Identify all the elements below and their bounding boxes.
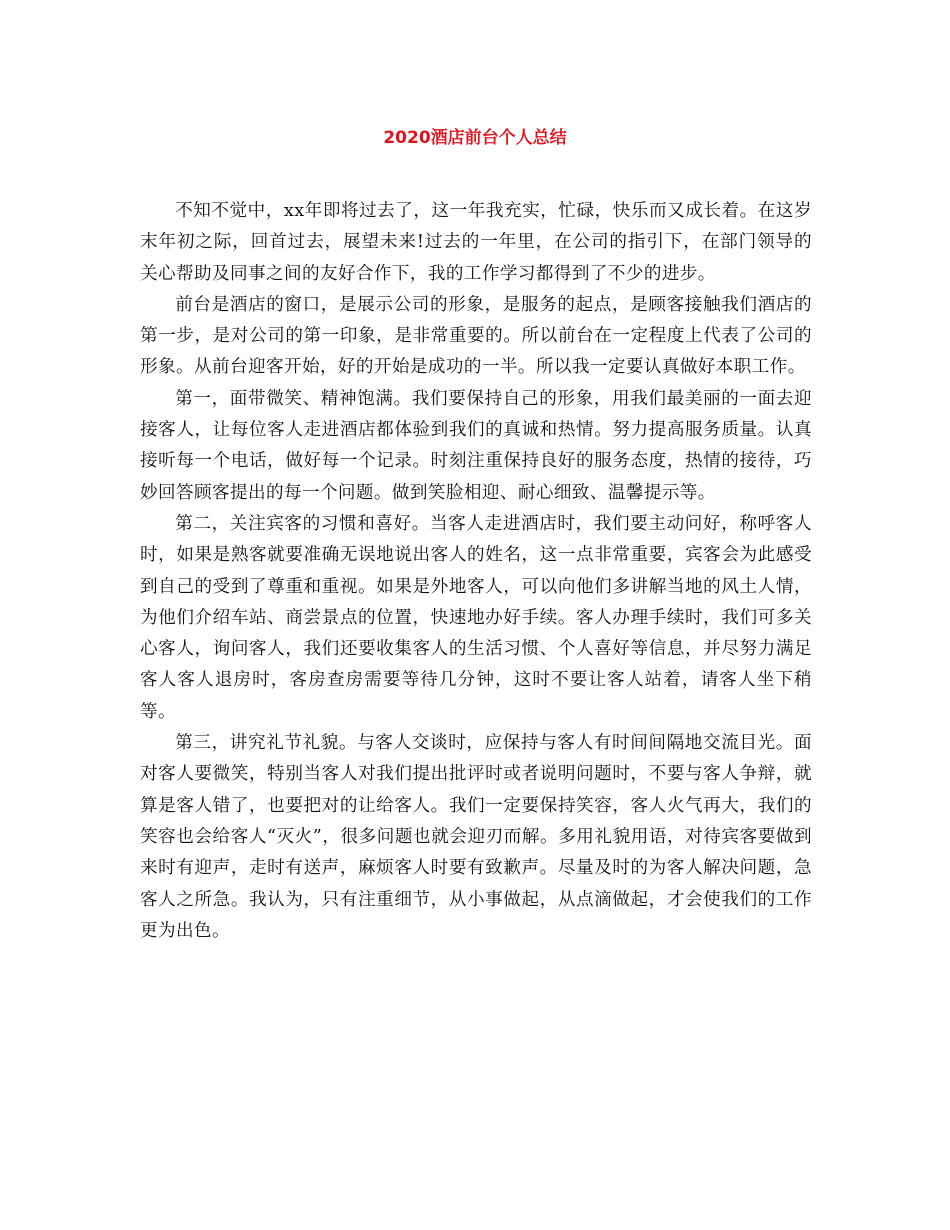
paragraph-front-desk-role: 前台是酒店的窗口，是展示公司的形象，是服务的起点，是顾客接触我们酒店的第一步，是对公司的第一印象，是非常重要的。所以前台在一定程度上代表了公司的形象。从前台迎客开始，好的开始是成功的一半。所以我一定要认真做好本职工作。 <box>140 294 812 378</box>
document-title: 2020酒店前台个人总结 <box>383 128 567 148</box>
document-body <box>140 196 812 947</box>
paragraph-point-one: 第一，面带微笑、精神饱满。我们要保持自己的形象，用我们最美丽的一面去迎接客人，让每位客人走进酒店都体验到我们的真诚和热情。努力提高服务质量。认真接听每一个电话，做好每一个记录。时刻注重保持良好的服务态度，热情的接待，巧妙回答顾客提出的每一个问题。做到笑脸相迎、耐心细致、温馨提示等。 <box>140 388 812 503</box>
paragraph-point-two: 第二，关注宾客的习惯和喜好。当客人走进酒店时，我们要主动问好，称呼客人时，如果是熟客就要准确无误地说出客人的姓名，这一点非常重要，宾客会为此感受到自己的受到了尊重和重视。如果是外地客人，可以向他们多讲解当地的风土人情，为他们介绍车站、商尝景点的位置，快速地办好手续。客人办理手续时，我们可多关心客人，询问客人，我们还要收集客人的生活习惯、个人喜好等信息，并尽努力满足客人客人退房时，客房查房需要等待几分钟，这时不要让客人站着，请客人坐下稍等。 <box>140 513 812 722</box>
paragraph-intro: 不知不觉中，xx年即将过去了，这一年我充实，忙碌，快乐而又成长着。在这岁末年初之际，回首过去，展望未来!过去的一年里，在公司的指引下，在部门领导的关心帮助及同事之间的友好合作下，我的工作学习都得到了不少的进步。 <box>140 201 812 284</box>
paragraph-point-three: 第三，讲究礼节礼貌。与客人交谈时，应保持与客人有时间间隔地交流目光。面对客人要微笑，特别当客人对我们提出批评时或者说明问题时，不要与客人争辩，就算是客人错了，也要把对的让给客人。我们一定要保持笑容，客人火气再大，我们的笑容也会给客人“灭火”，很多问题也就会迎刃而解。多用礼貌用语，对待宾客要做到来时有迎声，走时有送声，麻烦客人时要有致歉声。尽量及时的为客人解决问题，急客人之所急。我认为，只有注重细节，从小事做起，从点滴做起，才会使我们的工作更为出色。 <box>140 733 812 941</box>
